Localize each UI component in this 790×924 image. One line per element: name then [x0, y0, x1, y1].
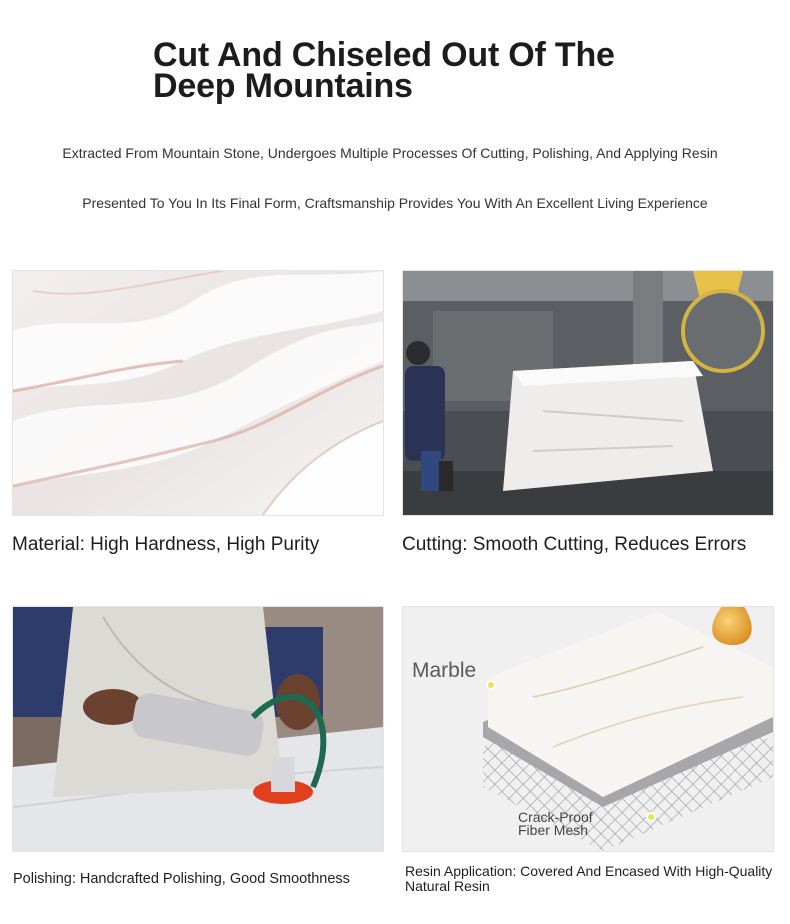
marble-layer-label: Marble	[412, 659, 477, 682]
page-title-line-2: Deep Mountains	[153, 67, 413, 105]
page-title-line-1: Cut And Chiseled Out Of The	[153, 36, 615, 74]
fiber-mesh-label-line-1: Crack-Proof	[518, 809, 593, 825]
fiber-mesh-label-line-2: Fiber Mesh	[518, 822, 589, 838]
caption-polishing: Polishing: Handcrafted Polishing, Good Smoothness	[13, 871, 350, 887]
page-title	[153, 36, 615, 105]
polishing-image	[12, 606, 384, 852]
marble-stone-image	[12, 270, 384, 516]
caption-material: Material: High Hardness, High Purity	[12, 534, 320, 555]
stone-cutting-image	[402, 270, 774, 516]
subtitle-extraction: Extracted From Mountain Stone, Undergoes Multiple Processes Of Cutting, Polishing, And Applying Resin	[62, 145, 718, 161]
caption-cutting: Cutting: Smooth Cutting, Reduces Errors	[402, 534, 747, 555]
caption-resin: Resin Application: Covered And Encased With High-Quality Natural Resin	[405, 863, 773, 894]
fiber-mesh-label	[518, 811, 593, 837]
resin-layer-image	[402, 606, 774, 852]
subtitle-craftsmanship: Presented To You In Its Final Form, Craftsmanship Provides You With An Excellent Living Experience	[82, 195, 708, 211]
